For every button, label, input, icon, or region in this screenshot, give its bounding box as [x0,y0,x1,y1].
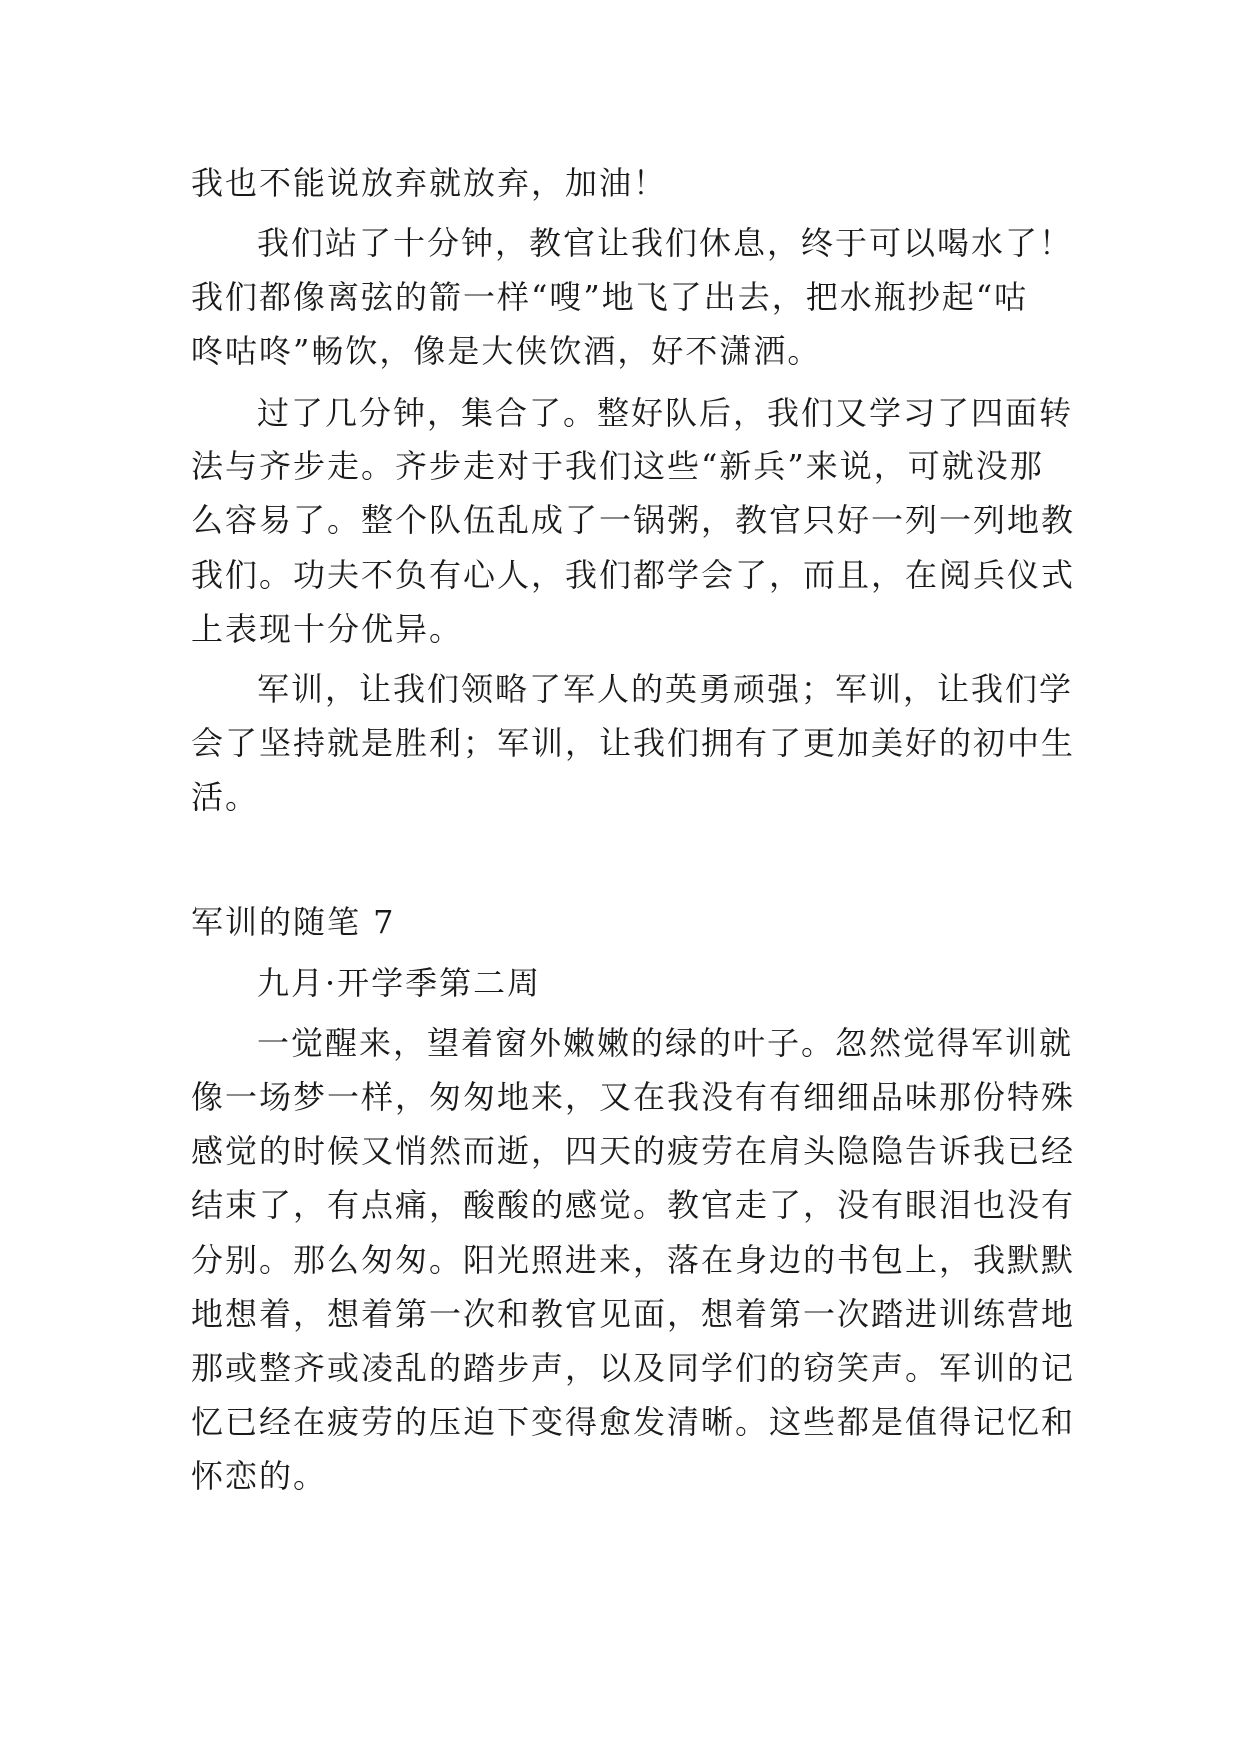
text-line: 咚咕咚”畅饮，像是大侠饮酒，好不潇洒。 [191,332,822,370]
text-line: 我们。功夫不负有心人，我们都学会了，而且，在阅兵仪式 [191,556,1076,594]
text-line: 我们都像离弦的箭一样“嗖”地飞了出去，把水瓶抄起“咕 [191,278,1029,316]
text-line: 一觉醒来，望着窗外嫩嫩的绿的叶子。忽然觉得军训就 [257,1024,1074,1062]
text-line: 上表现十分优异。 [191,610,464,648]
text-line: 怀恋的。 [191,1457,328,1495]
text-line: 结束了，有点痛，酸酸的感觉。教官走了，没有眼泪也没有 [191,1186,1076,1224]
text-line: 么容易了。整个队伍乱成了一锅粥，教官只好一列一列地教 [191,501,1076,539]
text-line: 我们站了十分钟，教官让我们休息，终于可以喝水了！ [257,224,1074,262]
text-line: 忆已经在疲劳的压迫下变得愈发清晰。这些都是值得记忆和 [191,1403,1076,1441]
text-line: 地想着，想着第一次和教官见面，想着第一次踏进训练营地 [191,1295,1076,1333]
text-line: 会了坚持就是胜利；军训，让我们拥有了更加美好的初中生 [191,724,1076,762]
text-line: 军训，让我们领略了军人的英勇顽强；军训，让我们学 [257,670,1074,708]
text-line: 分别。那么匆匆。阳光照进来，落在身边的书包上，我默默 [191,1241,1076,1279]
text-line: 感觉的时候又悄然而逝，四天的疲劳在肩头隐隐告诉我已经 [191,1132,1076,1170]
text-line: 我也不能说放弃就放弃，加油！ [191,164,668,202]
text-line: 那或整齐或凌乱的踏步声，以及同学们的窃笑声。军训的记 [191,1349,1076,1387]
text-line: 像一场梦一样，匆匆地来，又在我没有有细细品味那份特殊 [191,1078,1076,1116]
text-line: 九月·开学季第二周 [257,964,542,1002]
text-line: 法与齐步走。齐步走对于我们这些“新兵”来说，可就没那 [191,447,1044,485]
text-line: 活。 [191,778,260,816]
text-line: 过了几分钟，集合了。整好队后，我们又学习了四面转 [257,394,1074,432]
section-title: 军训的随笔 7 [191,903,396,941]
